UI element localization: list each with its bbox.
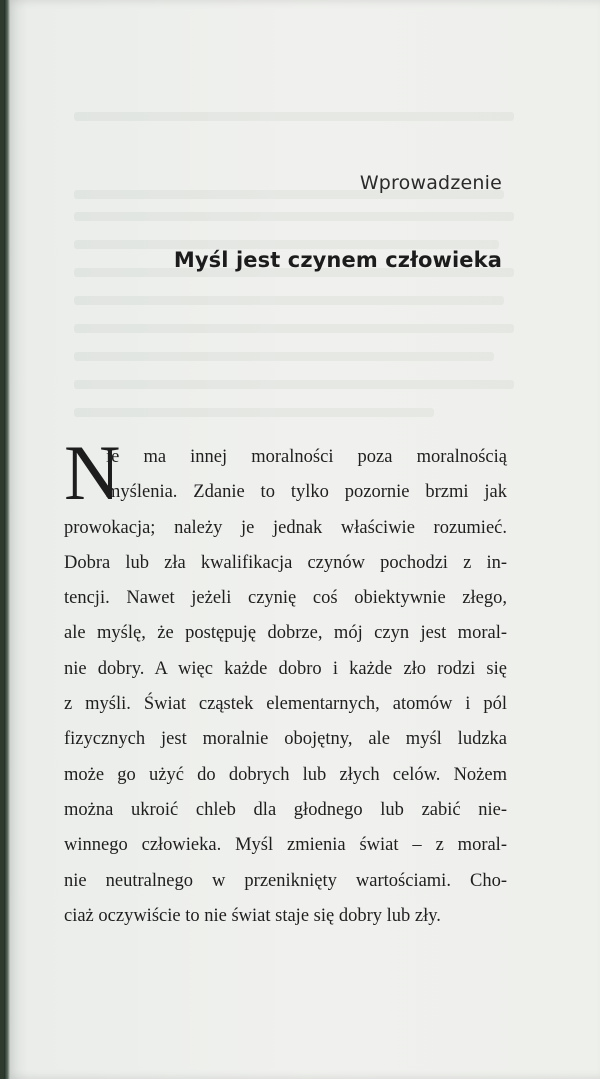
paragraph-line: Dobra lub zła kwalifikacja czynów pochodzi z in-	[64, 552, 507, 573]
paragraph-line: ie ma innej moralności poza moralnością	[106, 447, 507, 467]
paragraph-line: ale myślę, że postępuję dobrze, mój czyn jest moral-	[64, 623, 507, 644]
paragraph-line: winnego człowieka. Myśl zmienia świat – z moral-	[64, 835, 507, 856]
paragraph-line: tencji. Nawet jeżeli czynię coś obiektywnie złego,	[64, 588, 507, 609]
drop-cap: N	[64, 429, 121, 516]
paragraph-line: fizycznych jest moralnie obojętny, ale myśl ludzka	[64, 729, 507, 750]
paragraph-line: myślenia. Zdanie to tylko pozornie brzmi jak	[106, 482, 507, 503]
paragraph-line: nie neutralnego w przeniknięty wartościami. Cho-	[64, 870, 507, 891]
paragraph-line: prowokacja; należy je jednak właściwie rozumieć.	[64, 517, 507, 538]
chapter-title: Myśl jest czynem człowieka	[173, 248, 502, 272]
book-page	[4, 0, 600, 1079]
paragraph-line: ciaż oczywiście to nie świat staje się dobry lub zły.	[64, 905, 441, 926]
paragraph-line: nie dobry. A więc każde dobro i każde zło rodzi się	[64, 658, 507, 679]
section-label: Wprowadzenie	[359, 172, 502, 194]
paragraph-line: może go użyć do dobrych lub złych celów. Nożem	[64, 764, 507, 785]
page-gutter-shadow	[4, 0, 10, 1079]
body-text	[64, 429, 507, 934]
paragraph-line: można ukroić chleb dla głodnego lub zabić nie-	[64, 799, 507, 820]
paragraph-line: z myśli. Świat cząstek elementarnych, atomów i pól	[64, 694, 507, 715]
